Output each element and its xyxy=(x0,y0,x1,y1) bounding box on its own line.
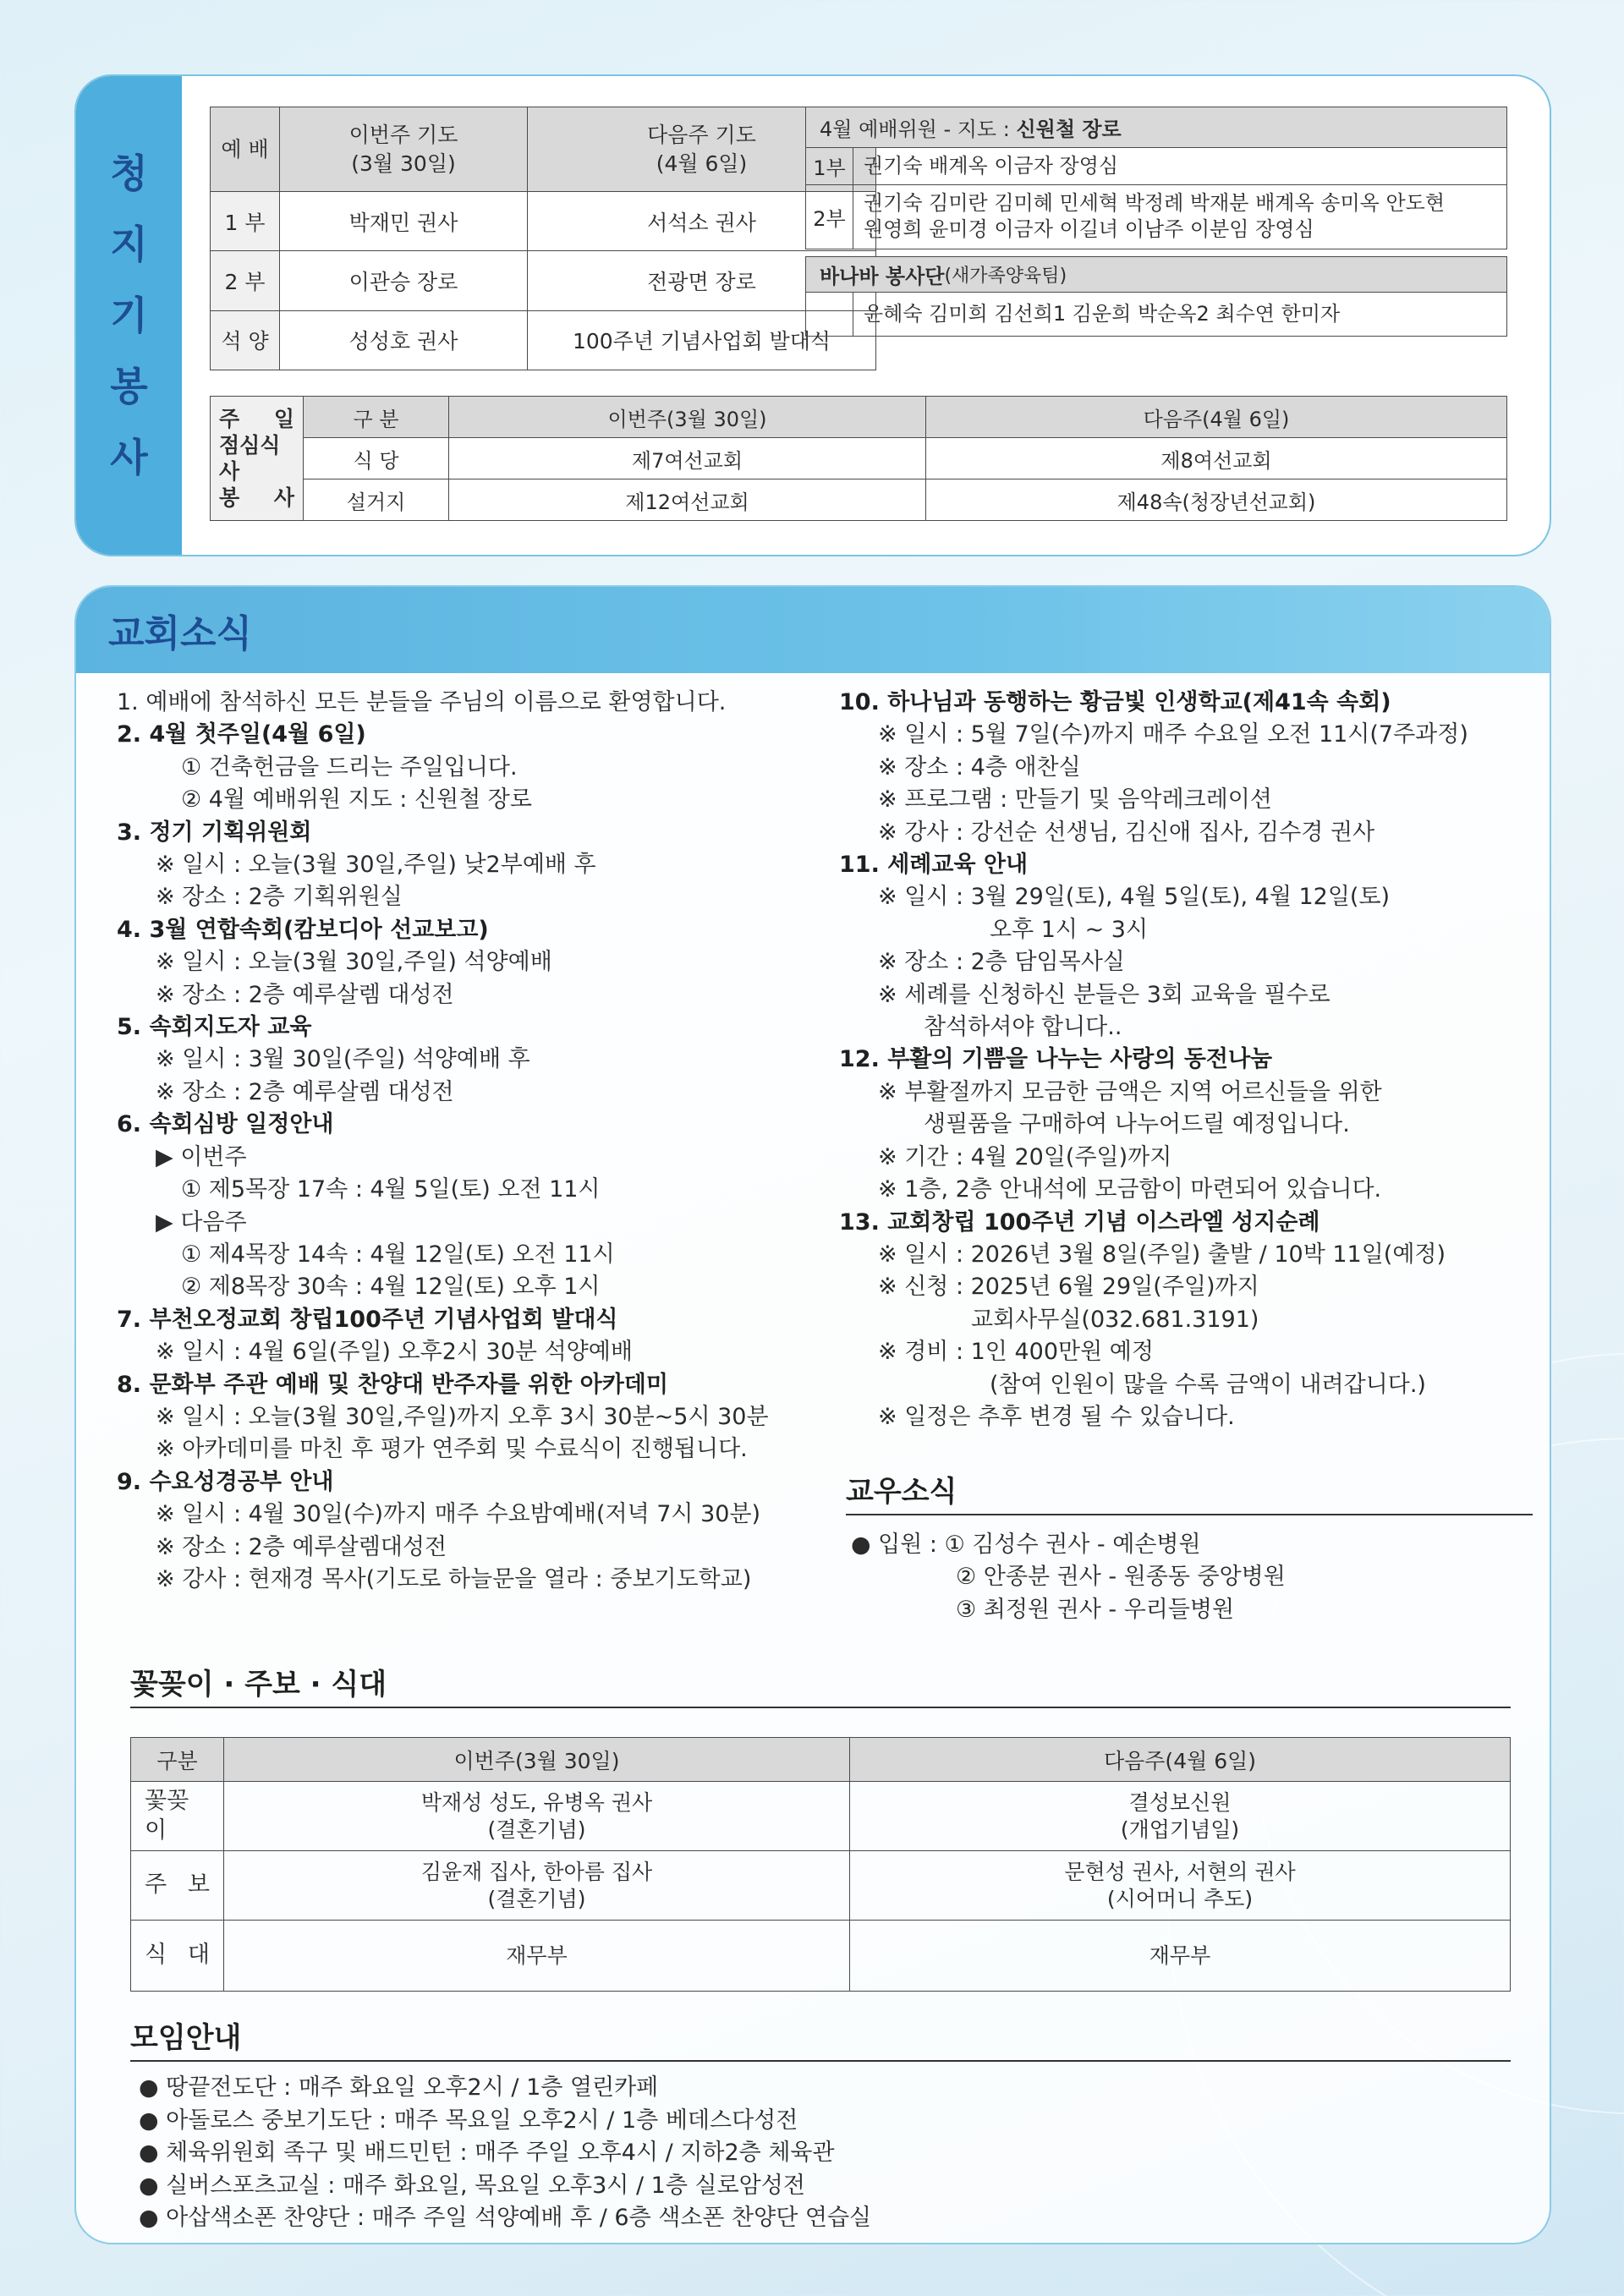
news-line: ※ 강사 : 현재경 목사(기도로 하늘문을 열라 : 중보기도학교) xyxy=(156,1565,752,1592)
lunch-header-category: 구 분 xyxy=(304,397,449,438)
flowers-header-next-week: 다음주(4월 6일) xyxy=(850,1738,1511,1782)
lunch-service-table xyxy=(210,396,1507,521)
ushers-names: 권기숙 배계옥 이금자 장영심 xyxy=(864,154,1119,178)
news-line: 11. 세례교육 안내 xyxy=(839,852,1029,879)
flowers-section-title: 꽃꽂이 · 주보 · 식대 xyxy=(130,1668,387,1701)
service-side-label xyxy=(76,76,182,555)
flowers-section-divider xyxy=(130,1707,1511,1708)
prayer-header-service: 예 배 xyxy=(211,107,280,192)
ushers-row xyxy=(806,184,1506,248)
news-line: ▶ 이번주 xyxy=(156,1143,247,1170)
flowers-this-week: 박재성 성도, 유병옥 권사 (결혼기념) xyxy=(224,1782,850,1851)
news-line: ※ 일시 : 2026년 3월 8일(주일) 출발 / 10박 11일(예정) xyxy=(878,1241,1446,1268)
news-line: ※ 아카데미를 마친 후 평가 연주회 및 수료식이 진행됩니다. xyxy=(156,1436,748,1463)
lunch-row-label: 설거지 xyxy=(304,479,449,521)
flowers-row-label: 꽃꽂이 xyxy=(131,1782,224,1851)
lunch-this-week: 제7여선교회 xyxy=(449,438,926,479)
news-line: ① 제4목장 14속 : 4월 12일(토) 오전 11시 xyxy=(181,1241,615,1268)
member-news-line: ● 입원 : ① 김성수 권사 - 예손병원 xyxy=(851,1532,1201,1558)
news-header xyxy=(76,587,1550,673)
news-line: ※ 일시 : 3월 30일(주일) 석양예배 후 xyxy=(156,1046,530,1073)
service-panel xyxy=(74,74,1551,556)
ushers-names: 권기숙 김미란 김미혜 민세혁 박정례 박재분 배계옥 송미옥 안도현 원영희 윤미경 이금자 이길녀 이남주 이분임 장영심 xyxy=(864,191,1445,242)
flowers-row-label: 식 대 xyxy=(131,1921,224,1992)
news-line: ※ 장소 : 2층 예루살렘 대성전 xyxy=(156,981,454,1008)
member-news-title: 교우소식 xyxy=(846,1475,957,1509)
news-line: 참석하셔야 합니다.. xyxy=(924,1014,1122,1041)
news-line: 1. 예배에 참석하신 모든 분들을 주님의 이름으로 환영합니다. xyxy=(117,689,727,715)
news-line: ② 제8목장 30속 : 4월 12일(토) 오후 1시 xyxy=(181,1274,601,1301)
news-line: (참여 인원이 많을 수록 금액이 내려갑니다.) xyxy=(990,1371,1426,1398)
lunch-row-label: 식 당 xyxy=(304,438,449,479)
news-line: 교회사무실(032.681.3191) xyxy=(971,1306,1259,1333)
news-line: 4. 3월 연합속회(캄보디아 선교보고) xyxy=(117,916,489,943)
prayer-this-week: 이관승 장로 xyxy=(280,251,528,310)
flowers-next-week: 결성보신원 (개업기념일) xyxy=(850,1782,1511,1851)
ushers-row xyxy=(806,148,1506,184)
ushers-box xyxy=(805,107,1507,337)
member-news-line: ② 안종분 권사 - 원종동 중앙병원 xyxy=(956,1564,1286,1591)
meeting-item: ● 아돌로스 중보기도단 : 매주 목요일 오후2시 / 1층 베데스다성전 xyxy=(139,2107,798,2134)
prayer-header-this-week: 이번주 기도 (3월 30일) xyxy=(280,107,528,192)
news-line: ※ 세례를 신청하신 분들은 3회 교육을 필수로 xyxy=(878,981,1330,1008)
barnabas-title-name: 바나바 봉사단 xyxy=(820,264,945,288)
news-line: ※ 장소 : 2층 예루살렘 대성전 xyxy=(156,1078,454,1105)
member-news-line: ③ 최정원 권사 - 우리들병원 xyxy=(956,1596,1235,1623)
news-line: 5. 속회지도자 교육 xyxy=(117,1014,312,1041)
flowers-this-week: 재무부 xyxy=(224,1921,850,1992)
lunch-header-next-week: 다음주(4월 6일) xyxy=(926,397,1507,438)
news-line: 12. 부활의 기쁨을 나누는 사랑의 동전나눔 xyxy=(839,1046,1273,1073)
lunch-side-header: 주 일 점심식사 봉 사 xyxy=(211,397,304,521)
news-line: ※ 일시 : 오늘(3월 30일,주일) 낮2부예배 후 xyxy=(156,852,596,879)
prayer-this-week: 박재민 권사 xyxy=(280,192,528,251)
news-line: ※ 일시 : 4월 30일(수)까지 매주 수요밤예배(저녁 7시 30분) xyxy=(156,1501,761,1528)
news-line: ※ 일시 : 오늘(3월 30일,주일)까지 오후 3시 30분~5시 30분 xyxy=(156,1403,769,1430)
news-line: ※ 프로그램 : 만들기 및 음악레크레이션 xyxy=(878,786,1272,814)
news-line: ※ 기간 : 4월 20일(주일)까지 xyxy=(878,1143,1172,1170)
church-news-panel xyxy=(74,585,1551,2244)
news-line: ※ 장소 : 2층 담임목사실 xyxy=(878,949,1125,976)
news-title: 교회소식 xyxy=(108,612,253,655)
prayer-next-week: 전광면 장로 xyxy=(528,251,876,310)
news-line: ※ 일시 : 5월 7일(수)까지 매주 수요일 오전 11시(7주과정) xyxy=(878,721,1468,748)
side-char: 기 xyxy=(110,293,148,338)
prayer-header-next-week: 다음주 기도 (4월 6일) xyxy=(528,107,876,192)
side-char: 사 xyxy=(110,435,148,480)
news-right-column xyxy=(839,687,1541,1433)
lunch-header-this-week: 이번주(3월 30일) xyxy=(449,397,926,438)
flowers-next-week: 재무부 xyxy=(850,1921,1511,1992)
prayer-row-label: 1 부 xyxy=(211,192,280,251)
news-line: 생필품을 구매하여 나누어드릴 예정입니다. xyxy=(924,1111,1350,1138)
news-line: ① 제5목장 17속 : 4월 5일(토) 오전 11시 xyxy=(181,1176,601,1203)
ushers-title-prefix: 4월 예배위원 - 지도 : xyxy=(820,118,1017,141)
side-char: 봉 xyxy=(110,364,148,409)
news-line: ※ 경비 : 1인 400만원 예정 xyxy=(878,1339,1154,1366)
prayer-row-label: 2 부 xyxy=(211,251,280,310)
ushers-title-leader: 신원철 장로 xyxy=(1016,118,1122,141)
lunch-next-week: 제48속(청장년선교회) xyxy=(926,479,1507,521)
member-news-divider xyxy=(846,1514,1533,1515)
ushers-title xyxy=(806,107,1506,148)
barnabas-names: 윤혜숙 김미희 김선희1 김운희 박순옥2 최수연 한미자 xyxy=(864,301,1341,326)
flowers-header-this-week: 이번주(3월 30일) xyxy=(224,1738,850,1782)
lunch-this-week: 제12여선교회 xyxy=(449,479,926,521)
news-line: 13. 교회창립 100주년 기념 이스라엘 성지순례 xyxy=(839,1208,1320,1236)
prayer-next-week: 서석소 권사 xyxy=(528,192,876,251)
ushers-part: 2부 xyxy=(806,185,853,248)
news-line: 9. 수요성경공부 안내 xyxy=(117,1468,334,1495)
meeting-item: ● 땅끝전도단 : 매주 화요일 오후2시 / 1층 열린카페 xyxy=(139,2074,659,2101)
news-line: ※ 일시 : 4월 6일(주일) 오후2시 30분 석양예배 xyxy=(156,1339,633,1366)
news-line: ▶ 다음주 xyxy=(156,1208,247,1236)
flowers-this-week: 김윤재 집사, 한아름 집사 (결혼기념) xyxy=(224,1851,850,1921)
ushers-part: 1부 xyxy=(806,148,853,184)
news-line: 2. 4월 첫주일(4월 6일) xyxy=(117,721,366,748)
news-line: ※ 일정은 추후 변경 될 수 있습니다. xyxy=(878,1403,1235,1430)
news-line: ① 건축헌금을 드리는 주일입니다. xyxy=(181,753,518,781)
news-line: ※ 강사 : 강선순 선생님, 김신애 집사, 김수경 권사 xyxy=(878,819,1375,846)
meetings-section-title: 모임안내 xyxy=(130,2021,242,2055)
news-line: ※ 1층, 2층 안내석에 모금함이 마련되어 있습니다. xyxy=(878,1176,1382,1203)
news-line: ※ 부활절까지 모금한 금액은 지역 어르신들을 위한 xyxy=(878,1078,1382,1105)
news-left-column xyxy=(117,687,858,1596)
meetings-list xyxy=(139,2072,871,2235)
barnabas-row xyxy=(806,293,1506,336)
flowers-row-label: 주 보 xyxy=(131,1851,224,1921)
news-line: 10. 하나님과 동행하는 황금빛 인생학교(제41속 속회) xyxy=(839,689,1391,715)
prayer-this-week: 성성호 권사 xyxy=(280,310,528,370)
news-line: ② 4월 예배위원 지도 : 신원철 장로 xyxy=(181,786,532,814)
side-char: 지 xyxy=(110,222,148,267)
lunch-next-week: 제8여선교회 xyxy=(926,438,1507,479)
barnabas-title-suffix: (새가족양육팀) xyxy=(944,265,1067,287)
prayer-next-week: 100주년 기념사업회 발대식 xyxy=(528,310,876,370)
meeting-item: ● 아삽색소폰 찬양단 : 매주 주일 석양예배 후 / 6층 색소폰 찬양단 연습실 xyxy=(139,2205,872,2232)
side-char: 청 xyxy=(110,151,148,196)
news-line: 3. 정기 기획위원회 xyxy=(117,819,312,846)
news-line: ※ 일시 : 3월 29일(토), 4월 5일(토), 4월 12일(토) xyxy=(878,884,1391,911)
meetings-section-divider xyxy=(130,2060,1511,2062)
news-line: ※ 장소 : 2층 예루살렘대성전 xyxy=(156,1533,447,1560)
news-line: ※ 일시 : 오늘(3월 30일,주일) 석양예배 xyxy=(156,949,552,976)
flowers-next-week: 문현성 권사, 서현의 권사 (시어머니 추도) xyxy=(850,1851,1511,1921)
member-news-list xyxy=(851,1529,1286,1626)
news-line: ※ 장소 : 4층 애찬실 xyxy=(878,753,1081,781)
barnabas-title xyxy=(806,257,1506,293)
prayer-table xyxy=(210,107,876,370)
barnabas-table xyxy=(805,256,1507,337)
meeting-item: ● 실버스포츠교실 : 매주 화요일, 목요일 오후3시 / 1층 실로암성전 xyxy=(139,2172,805,2199)
meeting-item: ● 체육위원회 족구 및 배드민턴 : 매주 주일 오후4시 / 지하2층 체육관 xyxy=(139,2140,835,2167)
barnabas-part xyxy=(806,293,853,336)
news-line: 8. 문화부 주관 예배 및 찬양대 반주자를 위한 아카데미 xyxy=(117,1371,668,1398)
flowers-header-category: 구분 xyxy=(131,1738,224,1782)
ushers-table xyxy=(805,107,1507,249)
news-line: 7. 부천오정교회 창립100주년 기념사업회 발대식 xyxy=(117,1306,618,1333)
news-line: 오후 1시 ~ 3시 xyxy=(990,916,1149,943)
news-line: 6. 속회심방 일정안내 xyxy=(117,1111,334,1138)
prayer-row-label: 석 양 xyxy=(211,310,280,370)
flowers-table xyxy=(130,1737,1511,1992)
news-line: ※ 장소 : 2층 기획위원실 xyxy=(156,884,403,911)
news-line: ※ 신청 : 2025년 6월 29일(주일)까지 xyxy=(878,1274,1259,1301)
